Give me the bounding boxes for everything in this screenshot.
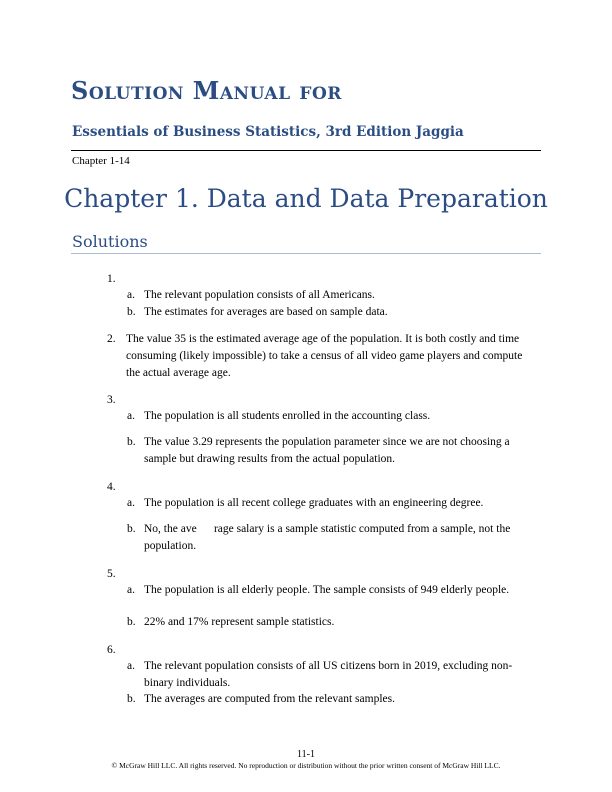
part-letter: b. (127, 436, 136, 448)
question-number: 4. (107, 481, 116, 493)
part-text: No, the ave rage salary is a sample statistic computed from a sample, not the population. (144, 523, 514, 552)
question-number: 1. (107, 273, 116, 285)
part-text: The averages are computed from the relevant samples. (144, 693, 395, 705)
header-rule (71, 150, 541, 151)
question-4-part-b (127, 521, 533, 555)
question-4-part-a (127, 495, 533, 512)
part-text: The estimates for averages are based on sample data. (144, 306, 388, 318)
question-1-part-b (127, 304, 533, 321)
question-6-part-a (127, 658, 533, 692)
page-number: 11-1 (297, 749, 315, 760)
question-5-part-b (127, 614, 533, 631)
book-subtitle: Essentials of Business Statistics, 3rd Edition Jaggia (72, 124, 464, 140)
part-text: The relevant population consists of all US citizens born in 2019, excluding non-binary individuals. (144, 660, 513, 689)
question-1-part-a (127, 287, 533, 304)
part-letter: b. (127, 693, 136, 705)
part-text: The value 3.29 represents the population parameter since we are not choosing a sample but drawing results from the actual population. (144, 436, 510, 465)
question-number: 2. (107, 333, 116, 345)
part-letter: a. (127, 660, 135, 672)
question-number: 6. (107, 644, 116, 656)
part-letter: a. (127, 497, 135, 509)
manual-title: Solution Manual for (71, 76, 342, 105)
part-text: The relevant population consists of all Americans. (144, 289, 375, 301)
question-number: 3. (107, 394, 116, 406)
section-rule (71, 253, 541, 254)
part-text: The population is all students enrolled in the accounting class. (144, 410, 431, 422)
part-letter: b. (127, 523, 136, 535)
section-heading: Solutions (72, 232, 148, 251)
part-letter: a. (127, 289, 135, 301)
part-letter: b. (127, 306, 136, 318)
question-2 (109, 331, 529, 382)
part-letter: b. (127, 616, 136, 628)
chapter-heading: Chapter 1. Data and Data Preparation (64, 184, 548, 213)
part-letter: a. (127, 410, 135, 422)
part-letter: a. (127, 584, 135, 596)
part-text: The population is all recent college graduates with an engineering degree. (144, 497, 484, 509)
chapter-range: Chapter 1-14 (72, 155, 130, 167)
question-number: 5. (107, 568, 116, 580)
question-6-part-b (127, 691, 533, 708)
part-text: 22% and 17% represent sample statistics. (144, 616, 335, 628)
question-3-part-b (127, 434, 533, 468)
question-text: The value 35 is the estimated average age of the population. It is both costly and time consuming (likely impossible) to take a census of all video game players and compute the actual average age. (126, 333, 523, 379)
question-3-part-a (127, 408, 533, 425)
part-text: The population is all elderly people. The sample consists of 949 elderly people. (144, 584, 510, 596)
question-5-part-a (127, 582, 533, 599)
copyright-notice: © McGraw Hill LLC. All rights reserved. No reproduction or distribution without the prior written consent of McGraw Hill LLC. (111, 761, 501, 770)
